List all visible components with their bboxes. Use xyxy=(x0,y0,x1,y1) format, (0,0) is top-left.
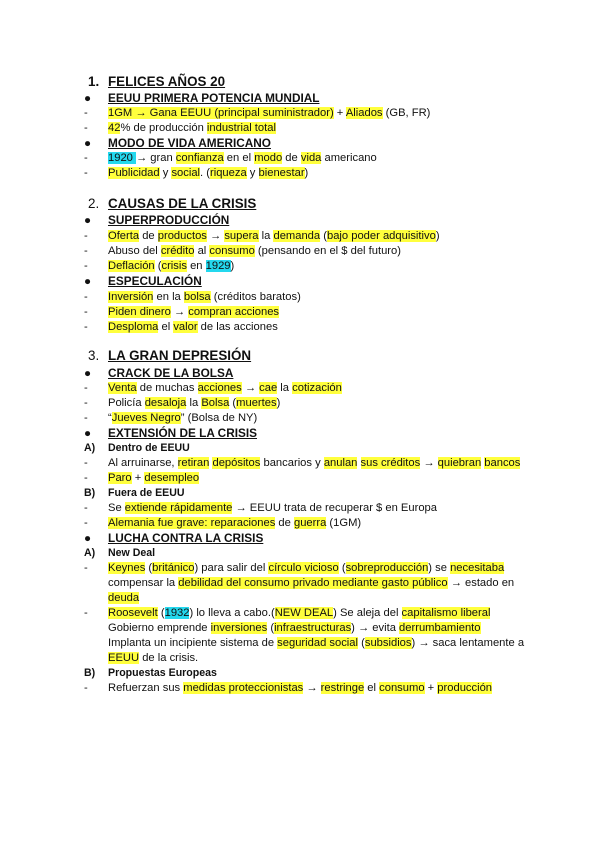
bullet-icon: ● xyxy=(84,531,92,545)
highlighted-text: inversiones xyxy=(210,622,268,634)
text-run: ) → saca lentamente a xyxy=(411,637,525,649)
line-text xyxy=(108,74,225,89)
line-text xyxy=(108,91,319,105)
line-text xyxy=(108,547,155,559)
text-run: Abuso del xyxy=(108,245,161,257)
list-marker: A) xyxy=(84,442,96,454)
highlighted-text: vida xyxy=(300,152,322,164)
list-marker: - xyxy=(84,397,88,409)
highlighted-text: Paro xyxy=(108,472,132,484)
text-run: ) xyxy=(230,260,235,272)
subheading xyxy=(84,136,271,150)
text-line xyxy=(84,516,362,530)
text-line xyxy=(84,456,521,470)
highlighted-text: supera xyxy=(224,230,259,242)
list-marker: - xyxy=(84,152,88,164)
text-run: ( xyxy=(154,260,162,272)
highlighted-text: quiebran xyxy=(437,457,482,469)
highlighted-text: muertes xyxy=(236,397,277,409)
text-run: Policía xyxy=(108,397,145,409)
highlighted-text: modo xyxy=(254,152,283,164)
text-run: ) se xyxy=(428,562,451,574)
highlighted-text: crisis xyxy=(161,260,187,272)
text-run: la xyxy=(258,230,274,242)
text-line xyxy=(84,229,440,243)
list-marker: - xyxy=(84,260,88,272)
highlighted-text: 42 xyxy=(108,122,121,134)
text-run: bancarios y xyxy=(260,457,324,469)
line-text xyxy=(108,167,308,179)
bullet-icon: ● xyxy=(84,136,92,150)
highlighted-text: Bolsa xyxy=(201,397,230,409)
text-run: de xyxy=(275,517,294,529)
text-run: + xyxy=(131,472,145,484)
text-run: LUCHA CONTRA LA CRISIS xyxy=(108,531,264,545)
text-run: → gran xyxy=(136,152,176,164)
line-text xyxy=(108,637,524,649)
text-run: (1GM) xyxy=(326,517,362,529)
highlighted-text: consumo xyxy=(379,682,425,694)
text-run: → estado en xyxy=(447,577,515,589)
text-run: + xyxy=(333,107,346,119)
line-text xyxy=(108,412,257,424)
subheading xyxy=(84,213,230,227)
text-run: en la xyxy=(153,291,184,303)
text-run: (GB, FR) xyxy=(382,107,431,119)
list-marker: - xyxy=(84,107,88,119)
text-line xyxy=(84,166,309,180)
line-text xyxy=(108,531,263,545)
text-line xyxy=(84,606,491,620)
text-run: → xyxy=(206,230,225,242)
line-text xyxy=(108,577,514,589)
text-run: ( xyxy=(267,622,275,634)
highlighted-text: confianza xyxy=(175,152,224,164)
text-run: ( xyxy=(338,562,346,574)
section-heading xyxy=(88,74,226,90)
line-text xyxy=(108,107,430,119)
highlighted-text: deuda xyxy=(108,592,140,604)
list-marker: - xyxy=(84,472,88,484)
text-line xyxy=(108,621,481,635)
highlighted-text: Deflación xyxy=(108,260,155,272)
list-marker: - xyxy=(84,122,88,134)
line-text xyxy=(108,230,440,242)
list-marker: B) xyxy=(84,487,96,499)
highlighted-text: extiende rápidamente xyxy=(124,502,233,514)
text-line xyxy=(84,244,401,258)
text-line xyxy=(84,471,200,485)
text-run: → xyxy=(303,682,321,694)
highlighted-text: consumo xyxy=(209,245,255,257)
highlighted-text: restringe xyxy=(320,682,365,694)
bullet-icon: ● xyxy=(84,91,92,105)
text-run: Refuerzan sus xyxy=(108,682,184,694)
line-text xyxy=(108,426,257,440)
text-run: New Deal xyxy=(108,547,156,559)
text-run: Se xyxy=(108,502,125,514)
highlighted-text: crédito xyxy=(160,245,195,257)
highlighted-text: infraestructuras xyxy=(274,622,352,634)
highlighted-text: producción xyxy=(437,682,493,694)
highlighted-text: bienestar xyxy=(258,167,305,179)
list-marker: - xyxy=(84,457,88,469)
highlighted-text: sus créditos xyxy=(360,457,421,469)
line-text xyxy=(108,321,278,333)
line-text xyxy=(108,196,256,211)
text-line xyxy=(84,290,301,304)
line-text xyxy=(108,274,202,288)
text-run: ) para salir del xyxy=(194,562,269,574)
list-marker: A) xyxy=(84,547,96,559)
text-line xyxy=(84,106,431,120)
highlighted-text: 1932 xyxy=(164,607,190,619)
highlighted-text: necesitaba xyxy=(450,562,505,574)
text-run: y xyxy=(159,167,172,179)
text-run: ) xyxy=(304,167,309,179)
text-line xyxy=(84,305,280,319)
line-text xyxy=(108,152,377,164)
highlighted-text: Roosevelt xyxy=(108,607,158,619)
highlighted-text: social xyxy=(171,167,201,179)
line-text xyxy=(108,502,437,514)
list-marker: - xyxy=(84,306,88,318)
line-text xyxy=(108,487,185,499)
text-run: en xyxy=(186,260,206,272)
text-line xyxy=(108,591,139,605)
text-run: ( xyxy=(157,607,165,619)
highlighted-text: bancos xyxy=(484,457,521,469)
list-marker: - xyxy=(84,412,88,424)
list-marker: B) xyxy=(84,667,96,679)
bullet-icon: ● xyxy=(84,213,92,227)
highlighted-text: derrumbamiento xyxy=(399,622,481,634)
text-line xyxy=(84,259,235,273)
highlighted-text: Oferta xyxy=(108,230,140,242)
text-run: ( xyxy=(145,562,153,574)
text-run: la xyxy=(277,382,293,394)
text-run: → xyxy=(420,457,438,469)
list-marker: - xyxy=(84,291,88,303)
text-run: de xyxy=(282,152,301,164)
highlighted-text: anulan xyxy=(323,457,358,469)
highlighted-text: bajo poder adquisitivo xyxy=(326,230,436,242)
list-marker: 3. xyxy=(88,348,100,363)
line-text xyxy=(108,397,280,409)
highlighted-text: industrial total xyxy=(206,122,276,134)
text-run: CRACK DE LA BOLSA xyxy=(108,366,234,380)
text-line xyxy=(84,411,258,425)
text-run: ( xyxy=(358,637,365,649)
highlighted-text: subsidios xyxy=(364,637,412,649)
text-run: (créditos baratos) xyxy=(210,291,301,303)
line-text xyxy=(108,291,301,303)
highlighted-text: 1GM → Gana EEUU (principal suministrador) xyxy=(108,107,334,119)
line-text xyxy=(108,592,139,604)
text-run: ) xyxy=(276,397,281,409)
line-text xyxy=(108,348,251,363)
text-line xyxy=(108,651,198,665)
line-text xyxy=(108,652,198,664)
line-text xyxy=(108,667,217,679)
text-run: ” (Bolsa de NY) xyxy=(180,412,258,424)
line-text xyxy=(108,472,199,484)
highlighted-text: cae xyxy=(259,382,278,394)
list-marker: - xyxy=(84,167,88,179)
text-run: CAUSAS DE LA CRISIS xyxy=(108,196,257,211)
text-run: de la crisis. xyxy=(139,652,199,664)
highlighted-text: retiran xyxy=(177,457,210,469)
text-run: Implanta un incipiente sistema de xyxy=(108,637,278,649)
section-heading xyxy=(88,348,252,364)
text-run: Propuestas Europeas xyxy=(108,667,217,679)
subsection-label xyxy=(84,546,156,560)
highlighted-text: debilidad del consumo privado mediante gasto público xyxy=(178,577,448,589)
text-run: americano xyxy=(321,152,377,164)
highlighted-text: desaloja xyxy=(144,397,187,409)
highlighted-text: valor xyxy=(173,321,198,333)
text-line xyxy=(84,121,276,135)
line-text xyxy=(108,260,234,272)
text-run: → xyxy=(241,382,260,394)
highlighted-text: desempleo xyxy=(144,472,200,484)
highlighted-text: Aliados xyxy=(345,107,383,119)
line-text xyxy=(108,213,229,227)
subsection-label xyxy=(84,441,190,455)
line-text xyxy=(108,306,279,318)
list-marker: - xyxy=(84,517,88,529)
list-marker: - xyxy=(84,382,88,394)
highlighted-text: acciones xyxy=(197,382,242,394)
subheading xyxy=(84,91,320,105)
highlighted-text: seguridad social xyxy=(277,637,359,649)
text-run: ( xyxy=(320,230,327,242)
highlighted-text: Alemania fue grave: reparaciones xyxy=(108,517,276,529)
highlighted-text: círculo vicioso xyxy=(268,562,339,574)
highlighted-text: Publicidad xyxy=(108,167,160,179)
text-run: → EEUU trata de recuperar $ en Europa xyxy=(232,502,437,514)
highlighted-text: Jueves Negro xyxy=(111,412,181,424)
text-run: LA GRAN DEPRESIÓN xyxy=(108,348,252,363)
highlighted-text: sobreproducción xyxy=(345,562,429,574)
highlighted-text: cotización xyxy=(292,382,342,394)
text-line xyxy=(84,151,377,165)
highlighted-text: Keynes xyxy=(108,562,146,574)
text-run: de las acciones xyxy=(197,321,278,333)
highlighted-text: compran acciones xyxy=(188,306,280,318)
text-run: EXTENSIÓN DE LA CRISIS xyxy=(108,426,258,440)
line-text xyxy=(108,366,233,380)
text-run: + xyxy=(424,682,438,694)
line-text xyxy=(108,457,520,469)
text-run: el xyxy=(158,321,174,333)
highlighted-text: Desploma xyxy=(108,321,159,333)
text-line xyxy=(84,561,505,575)
line-text xyxy=(108,622,481,634)
text-line xyxy=(108,636,524,650)
text-run: al xyxy=(194,245,210,257)
text-run: de muchas xyxy=(136,382,198,394)
line-text xyxy=(108,136,271,150)
text-run: . ( xyxy=(200,167,210,179)
list-marker: 1. xyxy=(88,74,100,89)
list-marker: - xyxy=(84,321,88,333)
line-text xyxy=(108,562,504,574)
text-line xyxy=(84,501,437,515)
text-run: ) Se aleja del xyxy=(333,607,402,619)
text-run: y xyxy=(246,167,259,179)
bullet-icon: ● xyxy=(84,274,92,288)
bullet-icon: ● xyxy=(84,366,92,380)
text-run: “ xyxy=(108,412,112,424)
text-run: de xyxy=(139,230,158,242)
highlighted-text: medidas proteccionistas xyxy=(183,682,304,694)
highlighted-text: Venta xyxy=(108,382,137,394)
text-run: SUPERPRODUCCIÓN xyxy=(108,213,230,227)
highlighted-text: riqueza xyxy=(210,167,247,179)
highlighted-text: Piden dinero xyxy=(108,306,171,318)
highlighted-text: británico xyxy=(152,562,195,574)
text-run: Al arruinarse, xyxy=(108,457,178,469)
list-marker: - xyxy=(84,607,88,619)
text-line xyxy=(84,396,281,410)
text-run: (pensando en el $ del futuro) xyxy=(254,245,401,257)
line-text xyxy=(108,382,342,394)
highlighted-text: Inversión xyxy=(108,291,154,303)
subheading xyxy=(84,426,258,440)
highlighted-text: guerra xyxy=(293,517,327,529)
text-line xyxy=(84,381,342,395)
highlighted-text: depósitos xyxy=(212,457,261,469)
text-line xyxy=(84,320,278,334)
list-marker: - xyxy=(84,230,88,242)
list-marker: - xyxy=(84,562,88,574)
list-marker: - xyxy=(84,245,88,257)
text-run: compensar la xyxy=(108,577,179,589)
text-run: MODO DE VIDA AMERICANO xyxy=(108,136,271,150)
highlighted-text: productos xyxy=(157,230,207,242)
bullet-icon: ● xyxy=(84,426,92,440)
text-line xyxy=(108,576,514,590)
section-heading xyxy=(88,196,257,212)
highlighted-text: NEW DEAL xyxy=(274,607,334,619)
subsection-label xyxy=(84,486,185,500)
line-text xyxy=(108,245,401,257)
text-run: → xyxy=(170,306,189,318)
highlighted-text: EEUU xyxy=(108,652,140,664)
text-run: Gobierno emprende xyxy=(108,622,211,634)
highlighted-text: 1920 xyxy=(108,152,136,164)
subheading xyxy=(84,531,264,545)
text-run: el xyxy=(364,682,380,694)
subsection-label xyxy=(84,666,217,680)
text-run: EEUU PRIMERA POTENCIA MUNDIAL xyxy=(108,91,320,105)
line-text xyxy=(108,517,361,529)
list-marker: - xyxy=(84,502,88,514)
line-text xyxy=(108,122,276,134)
subheading xyxy=(84,366,234,380)
line-text xyxy=(108,607,490,619)
text-run: Fuera de EEUU xyxy=(108,487,185,499)
text-run: la xyxy=(186,397,202,409)
text-run: ESPECULACIÓN xyxy=(108,274,202,288)
text-run: % de producción xyxy=(120,122,207,134)
text-run: ( xyxy=(229,397,237,409)
subheading xyxy=(84,274,202,288)
text-run: ) → evita xyxy=(351,622,400,634)
line-text xyxy=(108,442,190,454)
highlighted-text: 1929 xyxy=(205,260,231,272)
highlighted-text: bolsa xyxy=(183,291,211,303)
list-marker: - xyxy=(84,682,88,694)
highlighted-text: capitalismo liberal xyxy=(401,607,491,619)
text-run: en el xyxy=(223,152,255,164)
text-line xyxy=(84,681,493,695)
list-marker: 2. xyxy=(88,196,100,211)
line-text xyxy=(108,682,492,694)
text-run: FELICES AÑOS 20 xyxy=(108,74,226,89)
text-run: Dentro de EEUU xyxy=(108,442,190,454)
text-run: ) lo lleva a cabo.( xyxy=(189,607,275,619)
highlighted-text: demanda xyxy=(273,230,321,242)
text-run: ) xyxy=(435,230,440,242)
